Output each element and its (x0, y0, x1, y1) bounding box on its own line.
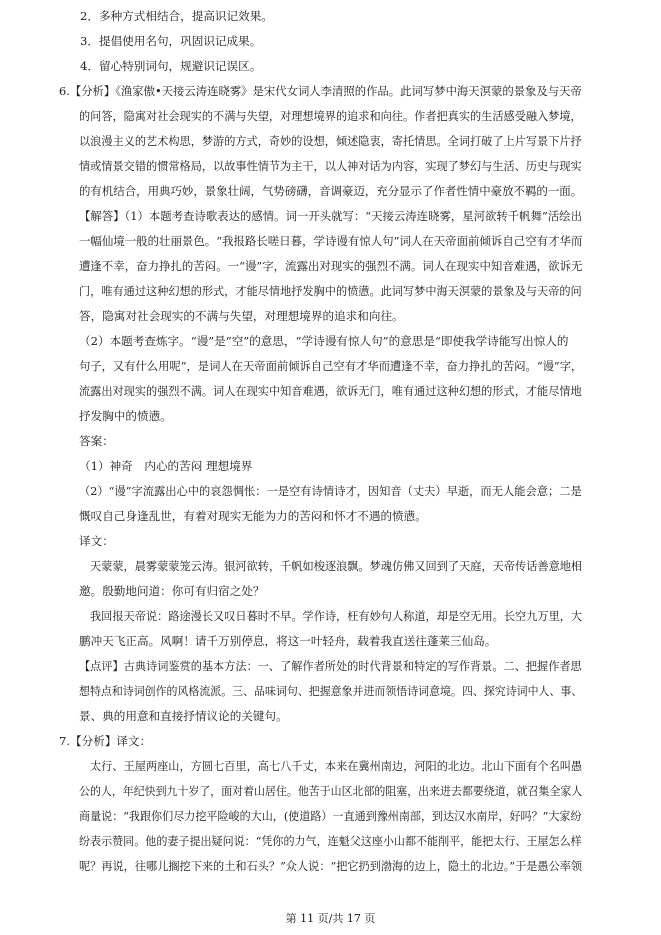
text-line: 一幅仙境一般的壮丽景色。“我报路长嗟日暮，学诗谩有惊人句”词人在天帝面前倾诉自己空有才华而 (79, 234, 583, 248)
text-line: 7.【分析】译文： (59, 734, 152, 748)
text-line: 太行、王屋两座山，方圆七百里，高七八千丈，本来在冀州南边，河阳的北边。北山下面有个名叫愚 (90, 759, 583, 773)
text-line: 公的人，年纪快到九十岁了，面对着山居住。他苦于山区北部的阻塞，出来进去都要绕道，就召集全家人 (79, 784, 583, 798)
text-line: 译文： (79, 534, 114, 548)
text-line: 抒发胸中的愤懑。 (79, 409, 172, 423)
text-line: 门，唯有通过这种幻想的形式，才能尽情地抒发胸中的愤懑。此词写梦中海天溟蒙的景象及与天帝的问 (79, 284, 582, 298)
text-line: 慨叹自己身逢乱世，有着对现实无能为力的苦闷和怀才不遇的愤懑。 (79, 509, 427, 523)
page-footer: 第 11 页/共 17 页 (285, 912, 376, 925)
text-line: 想特点和诗词创作的风格流派。三、品味词句、把握意象并进而领悟诗词意境。四、探究诗词中人、事、 (79, 684, 583, 698)
text-line: 4．留心特别词句，规避识记误区。 (80, 59, 262, 73)
text-line: 邀。殷勤地问道：你可有归宿之处？ (79, 584, 265, 598)
text-line: 商量说：“我跟你们尽力挖平险峻的大山，(使道路）一直通到豫州南部，到达汉水南岸，好吗？”大家纷 (79, 809, 582, 823)
text-line: 呢？再说，往哪儿搁挖下来的土和石头？”众人说：“把它扔到渤海的边上，隐土的北边。”于是愚公率领 (79, 859, 583, 873)
text-line: 【点评】古典诗词鉴赏的基本方法：一、了解作者所处的时代背景和特定的写作背景。二、把握作者思 (79, 659, 582, 673)
text-line: 答，隐寓对社会现实的不满与失望，对理想境界的追求和向往。 (79, 309, 404, 323)
text-line: 3．提倡使用名句，巩固识记成果。 (80, 34, 262, 48)
text-line: 的有机结合，用典巧妙，景象壮阔，气势磅礴，音调豪迈，充分显示了作者性情中豪放不羁的一面。 (79, 184, 583, 198)
text-line: 鹏冲天飞正高。风啊！请千万别停息，将这一叶轻舟，载着我直送往蓬莱三仙岛。 (79, 634, 497, 648)
text-line: （2）本题考查炼字。“谩”是“空”的意思，“学诗谩有惊人句”的意思是“即使我学诗能写出惊人的 (79, 334, 569, 348)
text-line: 2．多种方式相结合，提高识记效果。 (80, 9, 273, 23)
text-line: 我回报天帝说：路途漫长又叹日暮时不早。学作诗，枉有妙句人称道，却是空无用。长空九万里，大 (90, 609, 583, 623)
text-line: 景、典的用意和直接抒情议论的关键句。 (79, 709, 288, 723)
text-line: 【解答】（1）本题考查诗歌表达的感情。词一开头就写：“天接云涛连晓雾，星河欲转千帆舞”活绘出 (79, 209, 582, 223)
text-line: 天蒙蒙，晨雾蒙蒙笼云涛。银河欲转，千帆如梭逐浪飘。梦魂仿佛又回到了天庭，天帝传话善意地相 (90, 559, 583, 573)
text-line: （1）神奇 内心的苦闷 理想境界 (79, 459, 253, 473)
text-line: 流露出对现实的强烈不满。词人在现实中知音难遇，欲诉无门，唯有通过这种幻想的形式，才能尽情地 (79, 384, 582, 398)
text-line: 6.【分析】《渔家傲•天接云涛连晓雾》是宋代女词人李清照的作品。此词写梦中海天溟蒙的景象及与天帝 (59, 84, 582, 98)
text-line: 以浪漫主义的艺术构思，梦游的方式，奇妙的设想，倾述隐衷，寄托情思。全词打破了上片写景下片抒 (79, 134, 582, 148)
text-line: 的问答，隐寓对社会现实的不满与失望，对理想境界的追求和向往。作者把真实的生活感受融入梦境， (79, 109, 582, 123)
text-line: （2）“谩”字流露出心中的哀怨惆怅：一是空有诗情诗才，因知音（丈夫）早逝，而无人能会意；二是 (79, 484, 582, 498)
text-line: 遭逢不幸，奋力挣扎的苦闷。一“谩”字，流露出对现实的强烈不满。词人在现实中知音难遇，欲诉无 (79, 259, 583, 273)
text-line: 句子，又有什么用呢”，是词人在天帝面前倾诉自己空有才华而遭逢不幸，奋力挣扎的苦闷。“谩”字， (79, 359, 583, 373)
text-line: 纷表示赞同。他的妻子提出疑问说：“凭你的力气，连魁父这座小山都不能削平，能把太行、王屋怎么样 (79, 834, 582, 848)
text-line: 情或情景交错的惯常格局，以故事性情节为主干，以人神对话为内容，实现了梦幻与生活、历史与现实 (79, 159, 582, 173)
text-line: 答案： (79, 434, 114, 448)
